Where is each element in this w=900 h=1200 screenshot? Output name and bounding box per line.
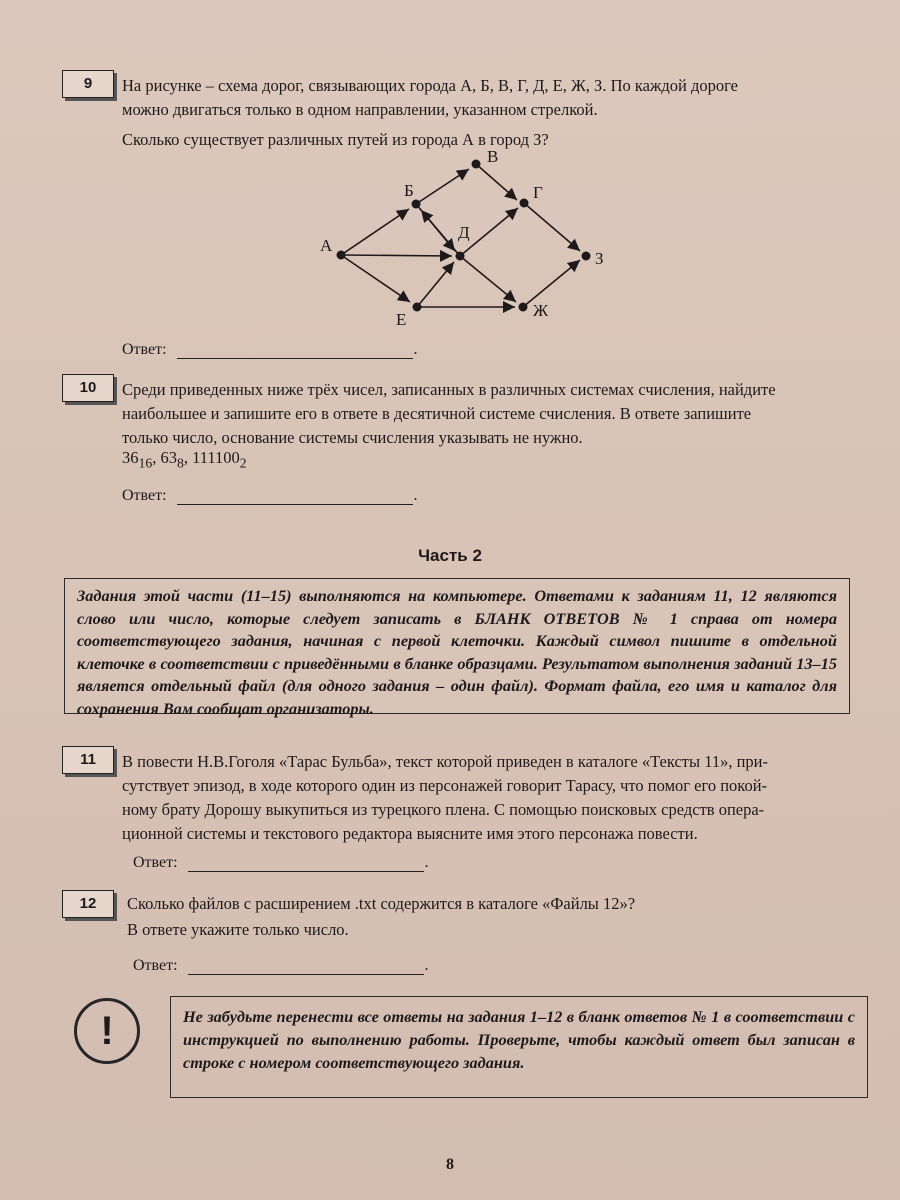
number-1: 36 [122, 448, 139, 467]
base-2: 8 [177, 455, 184, 471]
question-10-line-2: наибольшее и запишите его в ответе в десятичной системе счисления. В ответе запишите [122, 404, 752, 423]
page-number: 8 [446, 1156, 454, 1173]
node-g [520, 199, 529, 208]
question-9-line-1: На рисунке – схема дорог, связывающих города А, Б, В, Г, Д, Е, Ж, З. По каждой дороге [122, 76, 738, 95]
edge-v-g [476, 164, 517, 200]
question-9-answer: Ответ: . [122, 341, 418, 358]
node-b [412, 200, 421, 209]
question-9-answer-label: Ответ: [122, 341, 167, 358]
question-11-answer-label: Ответ: [133, 854, 178, 871]
label-node-v: В [487, 147, 499, 166]
question-9-answer-line[interactable] [177, 343, 413, 359]
edge-g-z [524, 203, 580, 251]
edge-a-e [341, 255, 410, 302]
node-a [337, 251, 346, 260]
label-node-e: Е [396, 310, 407, 329]
node-zh [519, 303, 528, 312]
edge-e-d [417, 262, 454, 307]
label-node-a: А [320, 236, 333, 255]
question-10-number: 10 [62, 374, 114, 402]
label-node-b: Б [404, 181, 414, 200]
node-z [582, 252, 591, 261]
question-9-number: 9 [62, 70, 114, 98]
question-12-answer: Ответ: . [133, 957, 429, 974]
node-d [456, 252, 465, 261]
question-11-line-2: сутствует эпизод, в ходе которого один из персонажей говорит Тарасу, что помог его покой- [122, 776, 768, 795]
question-10-answer-label: Ответ: [122, 487, 167, 504]
question-12-answer-label: Ответ: [133, 957, 178, 974]
reminder-box: Не забудьте перенести все ответы на задания 1–12 в бланк ответов № 1 в соответствии с инструкцией по выполнению работы. Проверьте, чтобы каждый ответ был записан в строке с номером соответствующего задания. [170, 996, 868, 1098]
edge-d-zh [460, 256, 516, 302]
edge-b-v [416, 169, 469, 204]
number-2: 63 [160, 448, 177, 467]
base-1: 16 [138, 455, 153, 471]
question-11-text [122, 750, 834, 846]
question-10-line-1: Среди приведенных ниже трёх чисел, записанных в различных системах счисления, найдите [122, 380, 776, 399]
exclamation-icon: ! [74, 998, 140, 1064]
question-10-answer-line[interactable] [177, 489, 413, 505]
question-12-line-2: В ответе укажите только число. [127, 920, 349, 939]
edge-d-b [421, 210, 460, 256]
question-11-line-4: ционной системы и текстового редактора выясните имя этого персонажа повести. [122, 824, 698, 843]
number-3: 111100 [192, 448, 240, 467]
edge-a-d [341, 255, 452, 256]
question-11-number: 11 [62, 746, 114, 774]
question-11-line-1: В повести Н.В.Гоголя «Тарас Бульба», текст которой приведен в каталоге «Тексты 11», при- [122, 752, 769, 771]
question-10-text [122, 378, 834, 450]
part-2-title: Часть 2 [418, 546, 482, 565]
question-12-text [127, 892, 839, 942]
question-12-answer-line[interactable] [188, 959, 424, 975]
question-11-answer: Ответ: . [133, 854, 429, 871]
question-9-line-2: можно двигаться только в одном направлении, указанном стрелкой. [122, 100, 598, 119]
part-2-instructions: Задания этой части (11–15) выполняются на компьютере. Ответами к заданиям 11, 12 являются слово или число, которые следует записать в БЛАНК ОТВЕТОВ № 1 справа от номера соответствующего задания, начиная с первой клеточки. Каждый символ пишите в отдельной клеточке в соответствии с приведёнными в бланке образцами. Результатом выполнения заданий 13–15 является отдельный файл (для одного задания – один файл). Формат файла, его имя и каталог для сохранения Вам сообщат организаторы. [64, 578, 850, 714]
question-10-numbers: $36_{16}$, $63_8$, $111100_2$ [122, 448, 247, 471]
question-12-number: 12 [62, 890, 114, 918]
question-12-line-1: Сколько файлов с расширением .txt содержится в каталоге «Файлы 12»? [127, 894, 636, 913]
question-11-line-3: ному брату Дорошу выкупиться из турецкого плена. С помощью поисковых средств опера- [122, 800, 765, 819]
edge-zh-z [523, 260, 580, 307]
question-10-answer: Ответ: . [122, 487, 418, 504]
node-v [472, 160, 481, 169]
label-node-g: Г [533, 183, 543, 202]
question-10-line-3: только число, основание системы счисления указывать не нужно. [122, 428, 583, 447]
base-3: 2 [239, 455, 247, 471]
label-node-d: Д [458, 223, 470, 242]
label-node-z: З [595, 249, 604, 268]
label-node-zh: Ж [533, 301, 549, 320]
question-11-answer-line[interactable] [188, 856, 424, 872]
edge-a-b [341, 209, 409, 255]
node-e [413, 303, 422, 312]
question-9-question: Сколько существует различных путей из города А в город З? [122, 130, 549, 149]
